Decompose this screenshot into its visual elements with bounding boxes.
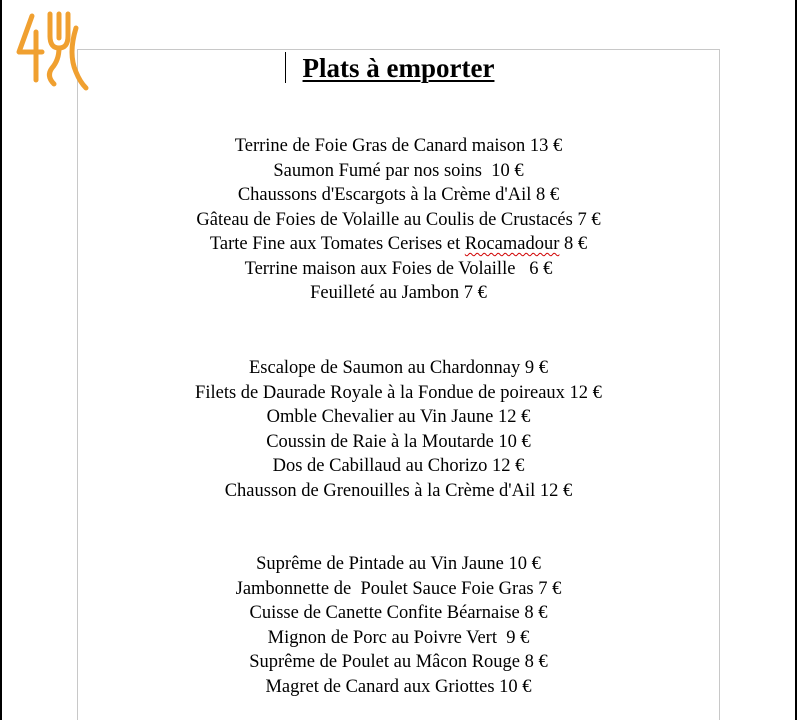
menu-item: Gâteau de Foies de Volaille au Coulis de Crustacés 7 €: [196, 209, 601, 230]
menu-item: Feuilleté au Jambon 7 €: [310, 283, 487, 303]
menu-section-meat: [0, 552, 797, 699]
menu-item: Filets de Daurade Royale à la Fondue de poireaux 12 €: [195, 382, 602, 403]
menu-item: Suprême de Pintade au Vin Jaune 10 €: [256, 554, 541, 574]
page-title: Plats à emporter: [302, 53, 495, 83]
menu-item: Jambonnette de Poulet Sauce Foie Gras 7 €: [235, 578, 562, 599]
menu-item: Terrine de Foie Gras de Canard maison 13 €: [234, 136, 563, 156]
text-cursor: [285, 52, 286, 83]
menu-item: Coussin de Raie à la Moutarde 10 €: [266, 431, 531, 452]
menu-item: Magret de Canard aux Griottes 10 €: [265, 676, 532, 697]
menu-item-text: Tarte Fine aux Tomates Cerises et: [209, 234, 465, 254]
menu-section-starters: [0, 134, 797, 306]
menu-item: Chausson de Grenouilles à la Crème d'Ail 12 €: [224, 480, 573, 501]
menu-item: Escalope de Saumon au Chardonnay 9 €: [248, 358, 548, 378]
menu-item: Terrine maison aux Foies de Volaille 6 €: [244, 258, 553, 279]
menu-item: Omble Chevalier au Vin Jaune 12 €: [266, 407, 531, 427]
menu-item: Dos de Cabillaud au Chorizo 12 €: [272, 456, 525, 476]
menu-item: Saumon Fumé par nos soins 10 €: [273, 160, 524, 181]
menu-section-fish: [0, 356, 797, 503]
menu-item: Cuisse de Canette Confite Béarnaise 8 €: [249, 603, 548, 623]
spellcheck-flagged-word[interactable]: Rocamadour: [464, 234, 560, 254]
menu-item: [0, 232, 797, 257]
menu-item: Mignon de Porc au Poivre Vert 9 €: [267, 627, 530, 648]
menu-item: Chaussons d'Escargots à la Crème d'Ail 8 €: [237, 185, 560, 205]
menu-item-price: 8 €: [559, 234, 588, 254]
menu-item: Suprême de Poulet au Mâcon Rouge 8 €: [249, 652, 548, 672]
